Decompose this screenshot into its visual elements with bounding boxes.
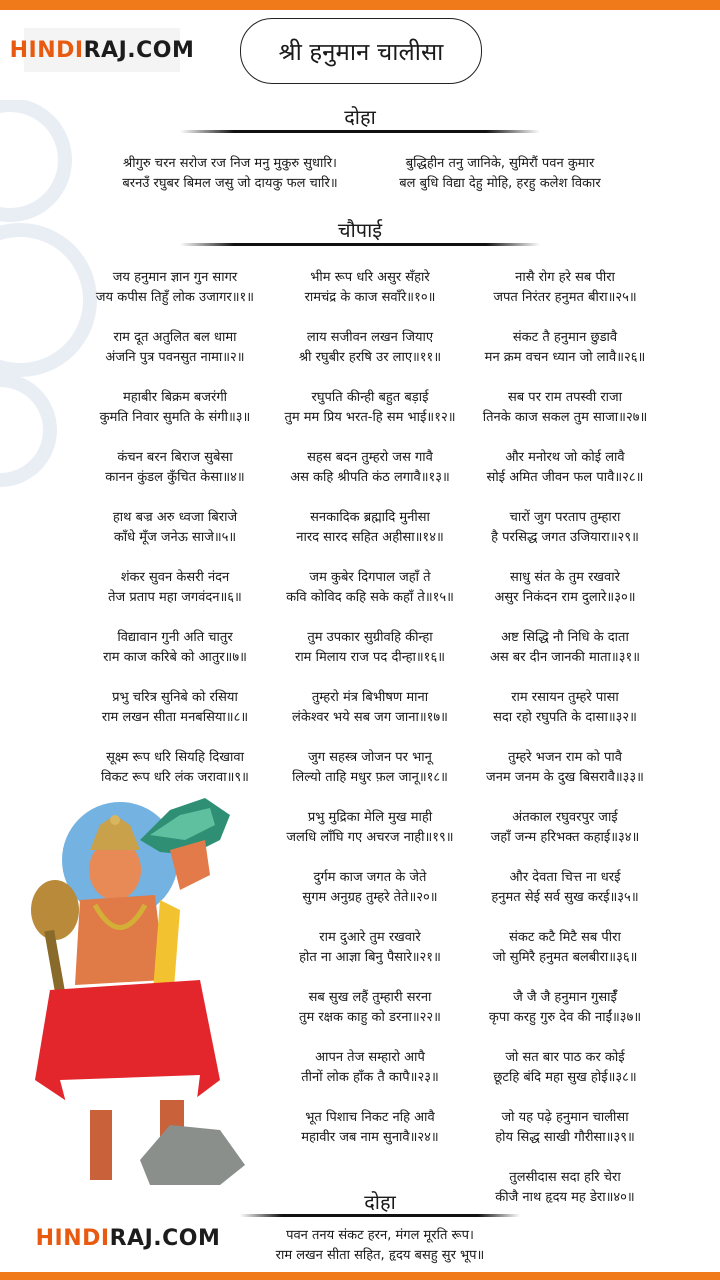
chaupai-7-line-1: विद्यावान गुनी अति चातुर <box>117 630 233 645</box>
chaupai-10-line-1: भीम रूप धरि असुर सँहारे <box>310 270 430 285</box>
doha-heading: दोहा <box>344 105 376 129</box>
top-accent-bar <box>0 0 720 10</box>
chaupai-39-line-1: जो यह पढ़े हनुमान चालीसा <box>501 1110 629 1125</box>
chaupai-25-line-2: जपत निरंतर हनुमत बीरा॥२५॥ <box>493 290 637 305</box>
doha-divider <box>180 130 540 133</box>
chaupai-25-line-1: नासै रोग हरे सब पीरा <box>515 270 615 285</box>
chaupai-31-line-2: अस बर दीन जानकी माता॥३१॥ <box>489 650 641 665</box>
opening-doha-right-2: बल बुधि विद्या देहु मोहि, हरहु कलेश विकार <box>399 176 601 191</box>
chaupai-10-line-2: रामचंद्र के काज सवाँरे॥१०॥ <box>304 290 436 305</box>
chaupai-17-line-2: लंकेश्वर भये सब जग जाना॥१७॥ <box>292 710 448 725</box>
chaupai-21-line-1: राम दुआरे तुम रखवारे <box>319 930 421 945</box>
chaupai-9-line-1: सूक्ष्म रूप धरि सियहि दिखावा <box>106 750 244 765</box>
opening-doha-left-2: बरनउँ रघुबर बिमल जसु जो दायकु फल चारि॥ <box>122 176 338 191</box>
chaupai-24-line-1: भूत पिशाच निकट नहि आवै <box>305 1110 435 1125</box>
hanuman-illustration <box>20 780 260 1200</box>
closing-doha-line-1: पवन तनय संकट हरन, मंगल मूरति रूप। <box>286 1228 474 1243</box>
chaupai-29-line-1: चारों जुग परताप तुम्हारा <box>509 510 621 525</box>
closing-doha-line-2: राम लखन सीता सहित, हृदय बसहु सुर भूप॥ <box>275 1248 485 1263</box>
chaupai-28-line-2: सोई अमित जीवन फल पावै॥२८॥ <box>486 470 644 485</box>
chaupai-40-line-2: कीजै नाथ हृदय मह डेरा॥४०॥ <box>495 1190 635 1205</box>
logo-text-rajcom: RAJ.COM <box>83 37 195 63</box>
chaupai-38-line-1: जो सत बार पाठ कर कोई <box>505 1050 625 1065</box>
chaupai-36-line-2: जो सुमिरै हनुमत बलबीरा॥३६॥ <box>492 950 638 965</box>
chaupai-15-line-2: कवि कोविद कहि सके कहाँ ते॥१५॥ <box>286 590 454 605</box>
chaupai-23-line-1: आपन तेज सम्हारो आपै <box>315 1050 425 1065</box>
chaupai-21-line-2: होत ना आज्ञा बिनु पैसारे॥२१॥ <box>299 950 441 965</box>
chaupai-5-line-2: काँधे मूँज जनेऊ साजे॥५॥ <box>113 530 237 545</box>
chaupai-37-line-1: जै जै जै हनुमान गुसाईँ <box>513 990 617 1005</box>
site-logo-footer[interactable] <box>35 1216 221 1260</box>
chaupai-19-line-1: प्रभु मुद्रिका मेलि मुख माही <box>307 810 433 825</box>
chaupai-40-line-1: तुलसीदास सदा हरि चेरा <box>509 1170 621 1185</box>
chaupai-30-line-2: असुर निकंदन राम दुलारे॥३०॥ <box>494 590 636 605</box>
chaupai-35-line-2: हनुमत सेई सर्व सुख करई॥३५॥ <box>491 890 639 905</box>
chaupai-12-line-2: तुम मम प्रिय भरत-हि सम भाई॥१२॥ <box>284 410 456 425</box>
chaupai-34-line-1: अंतकाल रघुवरपुर जाई <box>512 810 618 825</box>
opening-doha-left-1: श्रीगुरु चरन सरोज रज निज मनु मुकुरु सुधारि। <box>123 156 337 171</box>
logo-text-hindi: HINDI <box>9 37 84 63</box>
chaupai-5-line-1: हाथ बज्र अरु ध्वजा बिराजे <box>112 510 238 525</box>
chaupai-16-line-1: तुम उपकार सुग्रीवहि कीन्हा <box>307 630 433 645</box>
chaupai-22-line-2: तुम रक्षक काहु को डरना॥२२॥ <box>299 1010 441 1025</box>
chaupai-20-line-2: सुगम अनुग्रह तुम्हरे तेते॥२०॥ <box>302 890 438 905</box>
chaupai-16-line-2: राम मिलाय राज पद दीन्हा॥१६॥ <box>295 650 445 665</box>
chaupai-4-line-2: कानन कुंडल कुँचित केसा॥४॥ <box>105 470 245 485</box>
chaupai-29-line-2: है परसिद्ध जगत उजियारा॥२९॥ <box>491 530 639 545</box>
chaupai-7-line-2: राम काज करिबे को आतुर॥७॥ <box>103 650 247 665</box>
chaupai-14-line-2: नारद सारद सहित अहीसा॥१४॥ <box>296 530 444 545</box>
chaupai-3-line-2: कुमति निवार सुमति के संगी॥३॥ <box>99 410 251 425</box>
chaupai-13-line-2: अस कहि श्रीपति कंठ लगावै॥१३॥ <box>290 470 450 485</box>
chaupai-33-line-1: तुम्हरे भजन राम को पावै <box>508 750 622 765</box>
chaupai-14-line-1: सनकादिक ब्रह्मादि मुनीसा <box>310 510 430 525</box>
chaupai-18-line-2: लिल्यो ताहि मधुर फ़ल जानू॥१८॥ <box>292 770 448 785</box>
chaupai-15-line-1: जम कुबेर दिगपाल जहाँ ते <box>309 570 431 585</box>
chaupai-36-line-1: संकट कटै मिटै सब पीरा <box>509 930 621 945</box>
chaupai-34-line-2: जहाँ जन्म हरिभक्त कहाई॥३४॥ <box>490 830 640 845</box>
chaupai-26-line-2: मन क्रम वचन ध्यान जो लावै॥२६॥ <box>484 350 646 365</box>
chaupai-3-line-1: महाबीर बिक्रम बजरंगी <box>122 390 228 405</box>
footer-logo-text-rajcom: RAJ.COM <box>109 1225 221 1251</box>
page-title: श्री हनुमान चालीसा <box>240 18 482 84</box>
bottom-accent-bar <box>0 1272 720 1280</box>
chaupai-4-line-1: कंचन बरन बिराज सुबेसा <box>117 450 233 465</box>
chaupai-30-line-1: साधु संत के तुम रखवारे <box>510 570 620 585</box>
chaupai-9-line-2: विकट रूप धरि लंक जरावा॥९॥ <box>101 770 249 785</box>
site-logo[interactable] <box>9 28 195 72</box>
chaupai-27-line-1: सब पर राम तपस्वी राजा <box>507 390 623 405</box>
chaupai-2-line-2: अंजनि पुत्र पवनसुत नामा॥२॥ <box>105 350 245 365</box>
chaupai-12-line-1: रघुपति कीन्ही बहुत बड़ाई <box>311 390 429 405</box>
chaupai-divider <box>180 243 540 246</box>
chaupai-32-line-1: राम रसायन तुम्हरे पासा <box>511 690 619 705</box>
chaupai-32-line-2: सदा रहो रघुपति के दासा॥३२॥ <box>493 710 637 725</box>
chaupai-23-line-2: तीनों लोक हाँक तै कापै॥२३॥ <box>301 1070 439 1085</box>
chaupai-37-line-2: कृपा करहु गुरु देव की नाईं॥३७॥ <box>488 1010 642 1025</box>
closing-doha-heading: दोहा <box>364 1190 396 1214</box>
chaupai-19-line-2: जलधि लाँघि गए अचरज नाही॥१९॥ <box>286 830 454 845</box>
chaupai-11-line-1: लाय सजीवन लखन जियाए <box>306 330 434 345</box>
chaupai-20-line-1: दुर्गम काज जगत के जेते <box>313 870 427 885</box>
chaupai-heading: चौपाई <box>337 218 383 242</box>
footer-logo-text-hindi: HINDI <box>35 1225 110 1251</box>
chaupai-11-line-2: श्री रघुबीर हरषि उर लाए॥११॥ <box>298 350 442 365</box>
chaupai-35-line-1: और देवता चित्त ना धरई <box>509 870 621 885</box>
chaupai-26-line-1: संकट तै हनुमान छुडावै <box>512 330 618 345</box>
chaupai-13-line-1: सहस बदन तुम्हरो जस गावै <box>307 450 433 465</box>
chaupai-1-line-1: जय हनुमान ज्ञान गुन सागर <box>112 270 238 285</box>
chaupai-2-line-1: राम दूत अतुलित बल धामा <box>113 330 237 345</box>
chaupai-38-line-2: छूटहि बंदि महा सुख होई॥३८॥ <box>493 1070 637 1085</box>
chaupai-8-line-2: राम लखन सीता मनबसिया॥८॥ <box>101 710 249 725</box>
chaupai-6-line-1: शंकर सुवन केसरी नंदन <box>120 570 230 585</box>
chaupai-6-line-2: तेज प्रताप महा जगवंदन॥६॥ <box>108 590 242 605</box>
closing-doha-divider <box>240 1214 520 1217</box>
opening-doha-right-1: बुद्धिहीन तनु जानिके, सुमिरौं पवन कुमार <box>405 156 595 171</box>
chaupai-28-line-1: और मनोरथ जो कोई लावै <box>505 450 625 465</box>
chaupai-31-line-1: अष्ट सिद्धि नौ निधि के दाता <box>501 630 629 645</box>
chaupai-39-line-2: होय सिद्ध साखी गौरीसा॥३९॥ <box>495 1130 635 1145</box>
chaupai-27-line-2: तिनके काज सकल तुम साजा॥२७॥ <box>482 410 648 425</box>
chaupai-24-line-2: महावीर जब नाम सुनावै॥२४॥ <box>301 1130 439 1145</box>
chaupai-33-line-2: जनम जनम के दुख बिसरावै॥३३॥ <box>486 770 644 785</box>
chaupai-18-line-1: जुग सहस्त्र जोजन पर भानू <box>308 750 432 765</box>
chaupai-17-line-1: तुम्हरो मंत्र बिभीषण माना <box>311 690 429 705</box>
chaupai-22-line-1: सब सुख लहैं तुम्हारी सरना <box>308 990 432 1005</box>
chaupai-8-line-1: प्रभु चरित्र सुनिबे को रसिया <box>112 690 238 705</box>
chaupai-1-line-2: जय कपीस तिहुँ लोक उजागर॥१॥ <box>95 290 255 305</box>
